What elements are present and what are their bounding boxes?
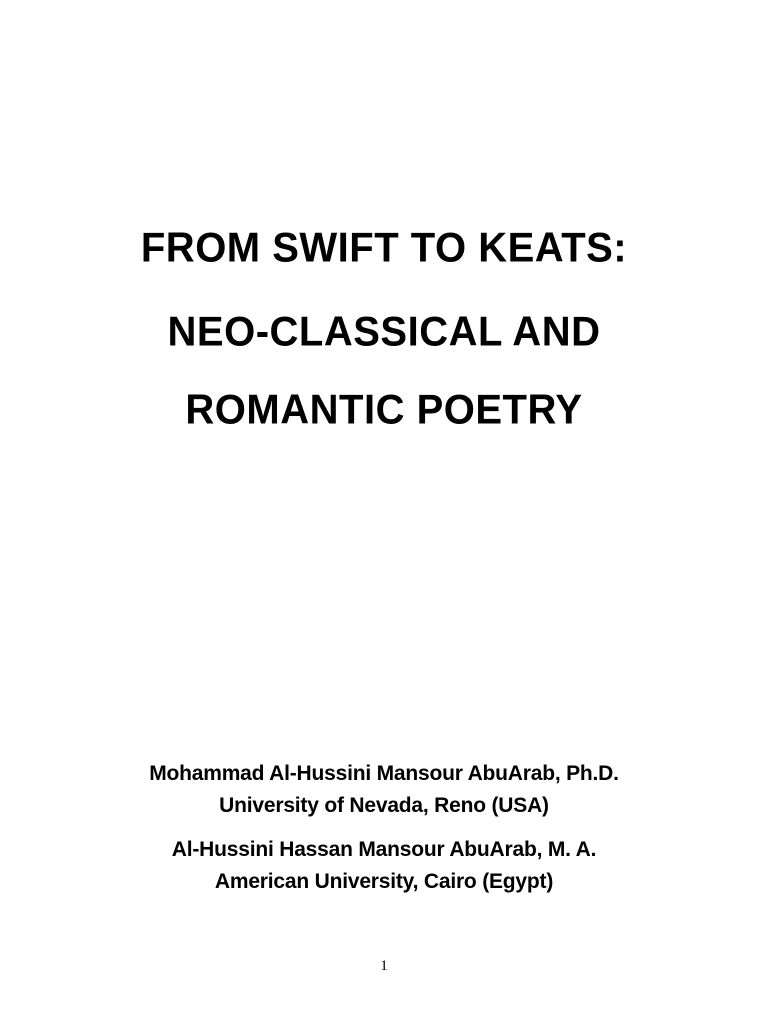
title-line-1: FROM SWIFT TO KEATS:	[140, 224, 628, 272]
title-line-2: NEO-CLASSICAL AND	[167, 308, 601, 356]
title-line-3: ROMANTIC POETRY	[185, 386, 583, 434]
page-number: 1	[380, 958, 388, 974]
author-2-affiliation: American University, Cairo (Egypt)	[214, 870, 554, 893]
author-2-name: Al-Hussini Hassan Mansour AbuArab, M. A.	[171, 838, 597, 861]
author-1-affiliation: University of Nevada, Reno (USA)	[219, 794, 549, 817]
author-1-name: Mohammad Al-Hussini Mansour AbuArab, Ph.D.	[149, 762, 619, 785]
